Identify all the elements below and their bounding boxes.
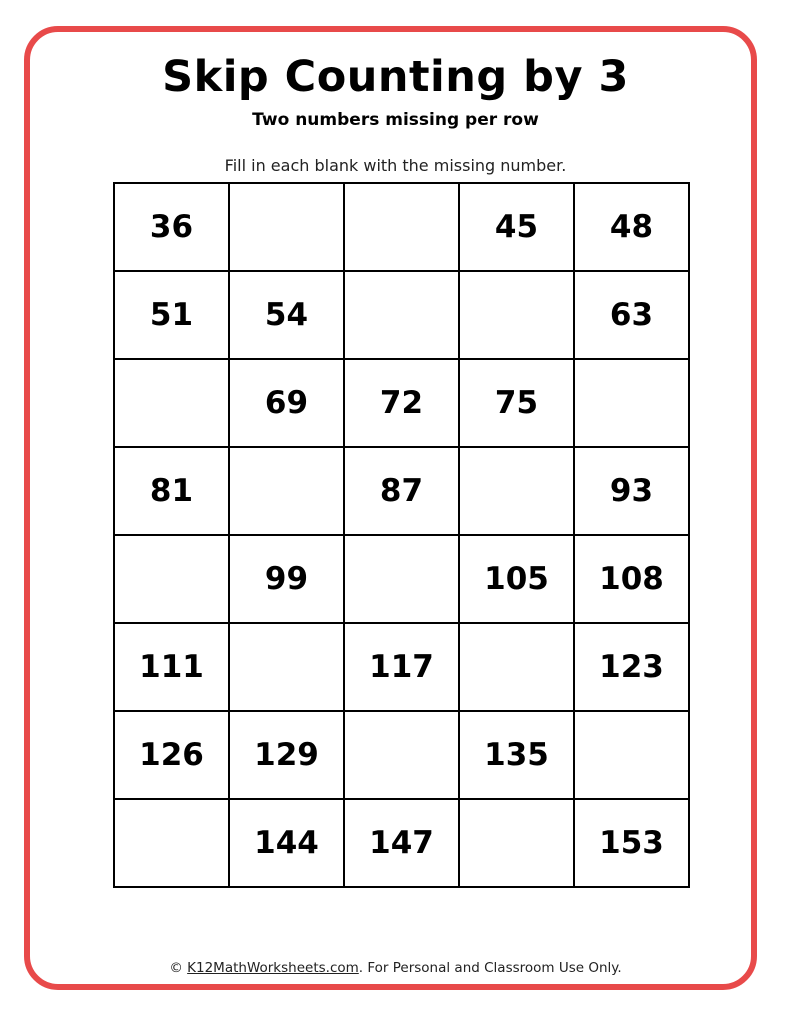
grid-blank-cell[interactable] <box>229 447 344 535</box>
grid-blank-cell[interactable] <box>459 623 574 711</box>
grid-cell: 69 <box>229 359 344 447</box>
footer-note: . For Personal and Classroom Use Only. <box>358 960 622 976</box>
grid-blank-cell[interactable] <box>574 711 689 799</box>
grid-cell: 126 <box>114 711 229 799</box>
page-subtitle: Two numbers missing per row <box>252 110 539 130</box>
grid-cell: 111 <box>114 623 229 711</box>
grid-cell: 99 <box>229 535 344 623</box>
grid-cell: 117 <box>344 623 459 711</box>
grid-blank-cell[interactable] <box>344 535 459 623</box>
grid-row <box>114 183 689 271</box>
grid-blank-cell[interactable] <box>114 359 229 447</box>
grid-row <box>114 359 689 447</box>
grid-cell: 72 <box>344 359 459 447</box>
footer <box>0 960 791 976</box>
grid-blank-cell[interactable] <box>114 535 229 623</box>
grid-cell: 135 <box>459 711 574 799</box>
grid-cell: 75 <box>459 359 574 447</box>
grid-cell: 48 <box>574 183 689 271</box>
grid-blank-cell[interactable] <box>344 183 459 271</box>
grid-cell: 51 <box>114 271 229 359</box>
grid-blank-cell[interactable] <box>459 447 574 535</box>
grid-cell: 87 <box>344 447 459 535</box>
grid-blank-cell[interactable] <box>114 799 229 887</box>
grid-blank-cell[interactable] <box>574 359 689 447</box>
grid-cell: 105 <box>459 535 574 623</box>
grid-row <box>114 447 689 535</box>
grid-cell: 54 <box>229 271 344 359</box>
grid-blank-cell[interactable] <box>459 271 574 359</box>
grid-cell: 63 <box>574 271 689 359</box>
grid-row <box>114 799 689 887</box>
grid-blank-cell[interactable] <box>344 711 459 799</box>
site-link[interactable]: K12MathWorksheets.com <box>187 960 359 976</box>
grid-row <box>114 535 689 623</box>
grid-cell: 108 <box>574 535 689 623</box>
grid-row <box>114 271 689 359</box>
page-title: Skip Counting by 3 <box>162 52 629 102</box>
grid-cell: 147 <box>344 799 459 887</box>
grid-cell: 45 <box>459 183 574 271</box>
grid-blank-cell[interactable] <box>459 799 574 887</box>
grid-blank-cell[interactable] <box>229 623 344 711</box>
grid-cell: 153 <box>574 799 689 887</box>
grid-cell: 93 <box>574 447 689 535</box>
instructions-text: Fill in each blank with the missing number. <box>224 156 567 175</box>
grid-cell: 144 <box>229 799 344 887</box>
grid-cell: 36 <box>114 183 229 271</box>
copyright-symbol: © <box>169 960 183 976</box>
grid-cell: 123 <box>574 623 689 711</box>
number-grid <box>113 182 690 888</box>
grid-cell: 81 <box>114 447 229 535</box>
grid-blank-cell[interactable] <box>344 271 459 359</box>
grid-row <box>114 623 689 711</box>
grid-cell: 129 <box>229 711 344 799</box>
grid-blank-cell[interactable] <box>229 183 344 271</box>
grid-row <box>114 711 689 799</box>
